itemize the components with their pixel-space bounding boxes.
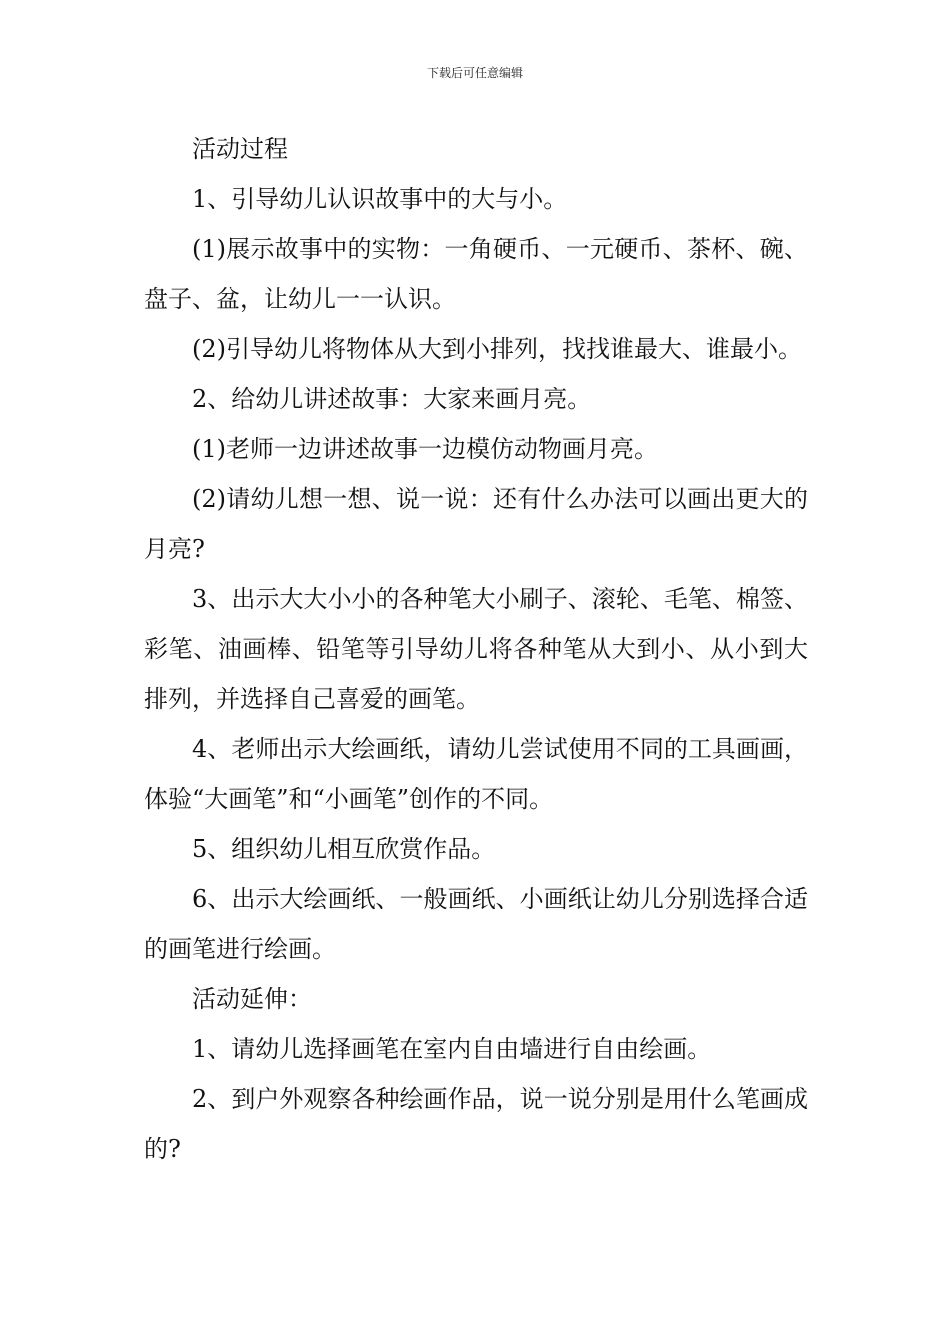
page-header: 下载后可任意编辑 [426, 66, 523, 80]
paragraph-step-1: 1、引导幼儿认识故事中的大与小。 [192, 185, 568, 213]
paragraph-step-2-1: (1)老师一边讲述故事一边模仿动物画月亮。 [192, 435, 658, 463]
paragraph-step-3: 3、出示大大小小的各种笔大小刷子、滚轮、毛笔、棉签、彩笔、油画棒、铅笔等引导幼儿将各种笔从大到小、从小到大排列，并选择自己喜爱的画笔。 [144, 585, 808, 713]
paragraph-step-1-1: (1)展示故事中的实物：一角硬币、一元硬币、茶杯、碗、盘子、盆，让幼儿一一认识。 [144, 235, 808, 313]
section-heading-activity-process: 活动过程 [192, 135, 288, 163]
section-heading-activity-extension: 活动延伸： [192, 985, 312, 1013]
paragraph-step-5: 5、组织幼儿相互欣赏作品。 [192, 835, 496, 863]
document-body [144, 124, 808, 1174]
paragraph-step-6: 6、出示大绘画纸、一般画纸、小画纸让幼儿分别选择合适的画笔进行绘画。 [144, 885, 808, 963]
paragraph-step-4: 4、老师出示大绘画纸，请幼儿尝试使用不同的工具画画，体验“大画笔”和“小画笔”创作的不同。 [144, 735, 808, 813]
paragraph-extension-2: 2、到户外观察各种绘画作品，说一说分别是用什么笔画成的? [144, 1085, 808, 1163]
paragraph-extension-1: 1、请幼儿选择画笔在室内自由墙进行自由绘画。 [192, 1035, 712, 1063]
paragraph-step-2-2: (2)请幼儿想一想、说一说：还有什么办法可以画出更大的月亮? [144, 485, 808, 563]
paragraph-step-2: 2、给幼儿讲述故事：大家来画月亮。 [192, 385, 592, 413]
paragraph-step-1-2: (2)引导幼儿将物体从大到小排列，找找谁最大、谁最小。 [192, 335, 802, 363]
